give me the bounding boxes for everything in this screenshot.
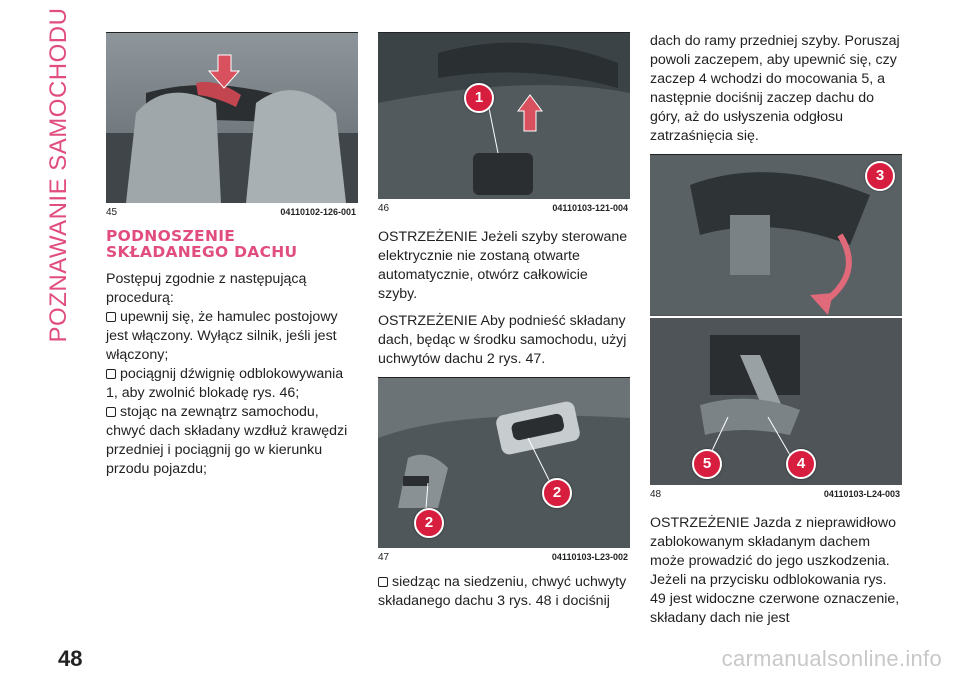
figure-caption <box>378 548 630 563</box>
col1-text <box>106 270 358 479</box>
paragraph: dach do ramy przedniej szyby. Poruszaj powoli zaczepem, aby upewnić się, czy zaczep 4 wchodzi do mocowania 5, a następnie dociśnij zaczep dachu do góry, aż do usłyszenia odgłosu zatrzaśnięcia się. <box>650 33 900 144</box>
figure-number: 48 <box>650 489 662 500</box>
page-number: 48 <box>58 646 83 671</box>
warning-paragraph: OSTRZEŻENIE Jeżeli szyby sterowane elektrycznie nie zostaną otwarte automatycznie, otwórz całkowicie szyby. <box>378 229 628 302</box>
figure-48 <box>650 154 902 500</box>
checkbox-bullet-icon <box>106 369 116 379</box>
photo-roof-handles <box>378 378 630 548</box>
figure-code: 04110103-L24-003 <box>823 489 900 499</box>
warning-paragraph: OSTRZEŻENIE Aby podnieść składany dach, będąc w środku samochodu, użyj uchwytów dachu 2 rys. 47. <box>378 313 627 367</box>
column-2 <box>378 32 630 611</box>
warning-paragraph: OSTRZEŻENIE Jazda z nieprawidłowo zablokowanym składanym dachem może prowadzić do jego uszkodzenia. Jeżeli na przycisku odblokowania rys. 49 jest widoczne czerwone oznaczenie, składany dach nie jest <box>650 515 900 626</box>
list-item-text: upewnij się, że hamulec postojowy jest włączony. Wyłącz silnik, jeśli jest włączony; <box>106 309 338 363</box>
col2-text-upper <box>378 228 630 369</box>
callout-marker: 4 <box>786 449 816 479</box>
column-1 <box>106 32 358 479</box>
section-title-text: POZNAWANIE SAMOCHODU <box>45 7 72 343</box>
figure-number: 45 <box>106 207 118 218</box>
col3-text-lower <box>650 514 902 628</box>
list-item-text: pociągnij dźwignię odblokowywania 1, aby zwolnić blokadę rys. 46; <box>106 366 344 401</box>
checkbox-bullet-icon <box>378 577 388 587</box>
list-item <box>106 403 358 479</box>
list-item <box>106 308 358 365</box>
list-item <box>106 365 358 403</box>
list-item <box>378 573 630 611</box>
figure-code: 04110103-L23-002 <box>551 552 628 562</box>
figure-caption <box>378 199 630 214</box>
photo-release-lever <box>378 33 630 199</box>
figure-46 <box>378 32 630 214</box>
section-side-title <box>44 7 74 343</box>
callout-marker: 3 <box>865 161 895 191</box>
section-heading: PODNOSZENIE SKŁADANEGO DACHU <box>106 227 298 261</box>
photo-roof-latch <box>650 155 902 485</box>
list-item-text: siedząc na siedzeniu, chwyć uchwyty składanego dachu 3 rys. 48 i dociśnij <box>378 574 627 609</box>
figure-47 <box>378 377 630 563</box>
col2-text-lower <box>378 573 630 611</box>
callout-marker: 5 <box>692 449 722 479</box>
figure-number: 47 <box>378 552 390 563</box>
figure-45 <box>106 32 358 218</box>
callout-marker: 2 <box>414 508 444 538</box>
col3-text-upper <box>650 32 902 146</box>
callout-marker: 1 <box>464 83 494 113</box>
figure-caption <box>650 485 902 500</box>
figure-caption <box>106 203 358 218</box>
figure-code: 04110103-121-004 <box>552 203 628 213</box>
checkbox-bullet-icon <box>106 312 116 322</box>
photo-convertible-seats <box>106 33 358 203</box>
checkbox-bullet-icon <box>106 407 116 417</box>
column-3 <box>650 32 902 636</box>
watermark-link[interactable]: carmanualsonline.info <box>721 646 942 671</box>
figure-code: 04110102-126-001 <box>280 207 356 217</box>
list-item-text: stojąc na zewnątrz samochodu, chwyć dach składany wzdłuż krawędzi przedniej i pociągnij go w kierunku przodu pojazdu; <box>106 404 348 477</box>
intro-paragraph: Postępuj zgodnie z następującą procedurą: <box>106 271 307 306</box>
callout-marker: 2 <box>542 478 572 508</box>
figure-number: 46 <box>378 203 390 214</box>
